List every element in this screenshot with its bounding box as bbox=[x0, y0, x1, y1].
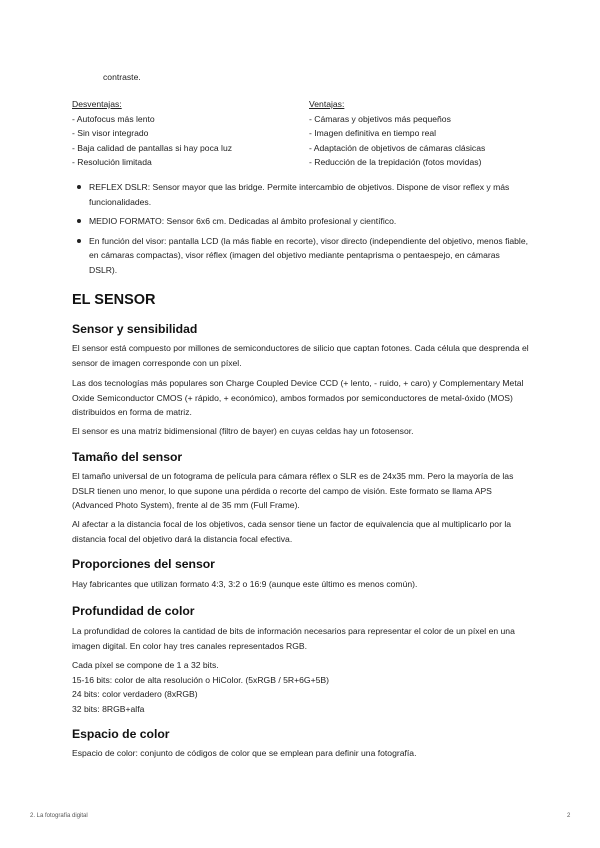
bullet-item bbox=[72, 180, 528, 209]
heading-color-depth: Profundidad de color bbox=[72, 604, 195, 618]
heading-sensitivity: Sensor y sensibilidad bbox=[72, 322, 198, 336]
disadvantage-item: - Baja calidad de pantallas si hay poca luz bbox=[72, 142, 233, 153]
bullet-item bbox=[72, 214, 528, 229]
footer-chapter-title: 2. La fotografía digital bbox=[30, 813, 88, 819]
color-depth-line: 32 bits: 8RGB+alfa bbox=[72, 703, 145, 714]
bullet-text: REFLEX DSLR: Sensor mayor que las bridge. Permite intercambio de objetivos. Dispone de visor reflex y más funcionalidades. bbox=[89, 182, 510, 207]
advantages-title: Ventajas: bbox=[309, 99, 345, 109]
advantage-item: - Cámaras y objetivos más pequeños bbox=[309, 113, 451, 124]
section-title: EL SENSOR bbox=[72, 292, 156, 308]
disadvantages-column bbox=[72, 97, 232, 170]
advantage-item: - Reducción de la trepidación (fotos movidas) bbox=[309, 157, 482, 167]
heading-size: Tamaño del sensor bbox=[72, 450, 183, 464]
color-depth-line: Cada píxel se compone de 1 a 32 bits. bbox=[72, 660, 219, 670]
disadvantage-item: - Autofocus más lento bbox=[72, 113, 155, 124]
bullet-text: MEDIO FORMATO: Sensor 6x6 cm. Dedicadas al ámbito profesional y científico. bbox=[89, 216, 397, 226]
sensitivity-paragraph-2: Las dos tecnologías más populares son Charge Coupled Device CCD (+ lento, - ruido, + caro) y Complementary Metal Oxide Semiconductor CMOS (+ rápido, + económico), ambos formados por semiconductores de metal-óxido (MOS) distribuidos en forma de matriz. bbox=[72, 378, 524, 417]
advantage-item: - Imagen definitiva en tiempo real bbox=[309, 128, 437, 138]
continued-text: contraste. bbox=[103, 72, 141, 82]
color-space-paragraph: Espacio de color: conjunto de códigos de color que se emplean para definir una fotografía. bbox=[72, 748, 417, 758]
disadvantages-list bbox=[72, 112, 232, 170]
proportions-paragraph: Hay fabricantes que utilizan formato 4:3, 3:2 o 16:9 (aunque este último es menos común). bbox=[72, 579, 418, 589]
advantage-item: - Adaptación de objetivos de cámaras clásicas bbox=[309, 142, 486, 153]
bullet-item bbox=[72, 234, 528, 278]
size-paragraph-2: Al afectar a la distancia focal de los objetivos, cada sensor tiene un factor de equivalencia que al multiplicarlo por la distancia focal del objetivo dará la distancia focal efectiva. bbox=[72, 519, 512, 544]
disadvantage-item: - Resolución limitada bbox=[72, 157, 152, 167]
page-number: 2 bbox=[567, 813, 571, 819]
heading-color-space: Espacio de color bbox=[72, 727, 170, 741]
heading-proportions: Proporciones del sensor bbox=[72, 557, 215, 571]
size-paragraph-1: El tamaño universal de un fotograma de película para cámara réflex o SLR es de 24x35 mm. Pero la mayoría de las DSLR tienen uno menor, lo que supone una pérdida o recorte del campo de visión. Este formato se llama APS (Advanced Photo System), frente al de 35 mm (Full Frame). bbox=[72, 471, 514, 510]
bullet-text: En función del visor: pantalla LCD (la más fiable en recorte), visor directo (independiente del objetivo, menos fiable, en cámaras compactas), visor réflex (imagen del objetivo mediante pentaprisma o pentaespejo, en cámaras DSLR). bbox=[89, 235, 528, 275]
color-depth-line: 24 bits: color verdadero (8xRGB) bbox=[72, 689, 198, 699]
color-depth-lines bbox=[72, 658, 329, 716]
color-depth-paragraph: La profundidad de colores la cantidad de bits de información necesarios para representar el color de un píxel en una imagen digital. En color hay tres canales representados RGB. bbox=[72, 626, 515, 651]
bullet-dot-icon bbox=[77, 239, 81, 243]
disadvantages-title: Desventajas: bbox=[72, 99, 122, 109]
advantages-column bbox=[309, 97, 485, 170]
bullet-dot-icon bbox=[77, 185, 81, 189]
camera-types-list bbox=[72, 180, 528, 282]
sensitivity-paragraph-1: El sensor está compuesto por millones de semiconductores de silicio que captan fotones. Cada célula que desprenda el sensor de imagen corresponde con un píxel. bbox=[72, 343, 529, 368]
bullet-dot-icon bbox=[77, 219, 81, 223]
advantages-list bbox=[309, 112, 485, 170]
disadvantage-item: - Sin visor integrado bbox=[72, 128, 149, 138]
sensitivity-paragraph-3: El sensor es una matriz bidimensional (filtro de bayer) en cuyas celdas hay un fotosensor. bbox=[72, 426, 414, 436]
color-depth-line: 15-16 bits: color de alta resolución o HiColor. (5xRGB / 5R+6G+5B) bbox=[72, 674, 329, 685]
